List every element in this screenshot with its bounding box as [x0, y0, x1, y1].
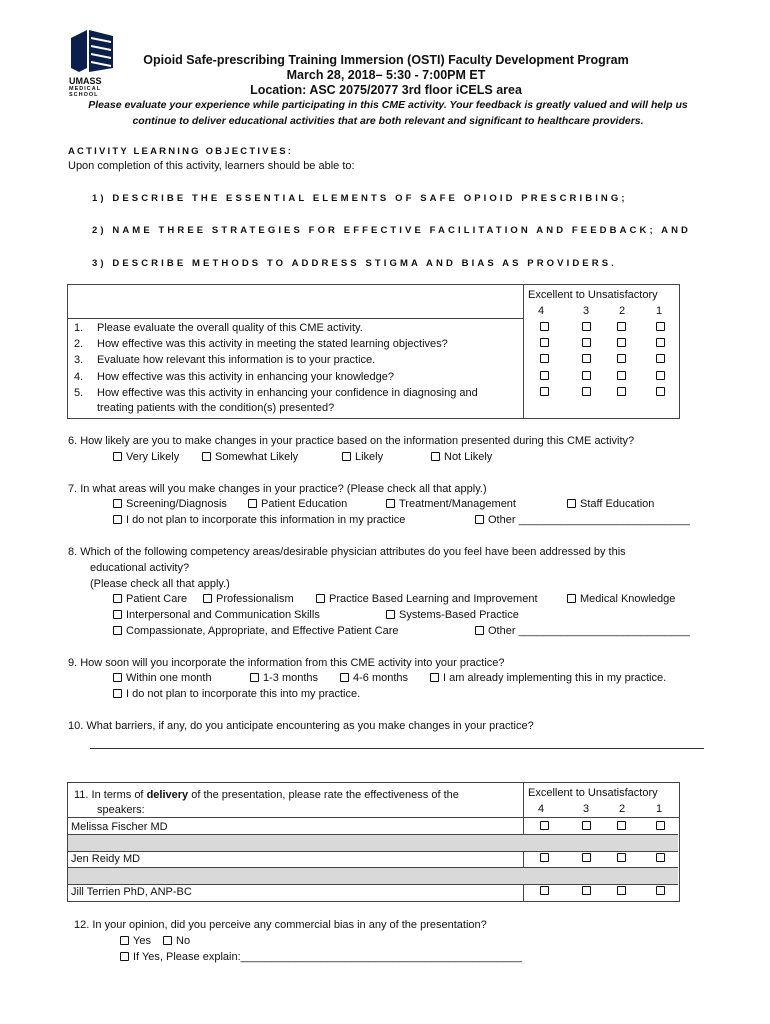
- objective-3: 3) DESCRIBE METHODS TO ADDRESS STIGMA AND BIAS AS PROVIDERS.: [92, 258, 617, 269]
- q9-opt-4-6-months[interactable]: [340, 670, 408, 686]
- q11-scale-4: 4: [538, 803, 545, 815]
- q1-num: 1.: [74, 322, 84, 334]
- objectives-lead: Upon completion of this activity, learners should be able to:: [68, 160, 355, 172]
- option-label: Treatment/Management: [399, 498, 516, 510]
- option-label: Screening/Diagnosis: [126, 498, 227, 510]
- rating-row1-col1-checkbox[interactable]: [656, 322, 665, 331]
- rating-row3-col3-checkbox[interactable]: [582, 354, 591, 363]
- q6-opt-very-likely[interactable]: [113, 449, 179, 465]
- rating-row2-col4-checkbox[interactable]: [540, 338, 549, 347]
- option-label: Professionalism: [216, 593, 294, 605]
- checkbox-icon: [203, 594, 212, 603]
- q5-num: 5.: [74, 387, 84, 399]
- q11-scale-2: 2: [619, 803, 626, 815]
- checkbox-icon: [163, 936, 172, 945]
- logo-text: UMASS: [69, 76, 102, 86]
- option-label: Not Likely: [444, 451, 493, 463]
- rating-row5-col1-checkbox[interactable]: [656, 387, 665, 396]
- rating-row3-col2-checkbox[interactable]: [617, 354, 626, 363]
- rating-row4-col1-checkbox[interactable]: [656, 371, 665, 380]
- speaker-row3-col1-checkbox[interactable]: [656, 886, 665, 895]
- option-label: Medical Knowledge: [580, 593, 676, 605]
- q9-opt-one-month[interactable]: [113, 670, 212, 686]
- q3-text: Evaluate how relevant this information is to your practice.: [97, 354, 376, 366]
- checkbox-icon: [113, 673, 122, 682]
- checkbox-icon: [475, 515, 484, 524]
- q11-scale-3: 3: [583, 803, 590, 815]
- q8-opt-compassionate[interactable]: [113, 623, 399, 639]
- checkbox-icon: [342, 452, 351, 461]
- option-label: Compassionate, Appropriate, and Effective Patient Care: [126, 625, 399, 637]
- speaker-2: Jen Reidy MD: [71, 853, 141, 865]
- option-label: No: [176, 935, 191, 947]
- q8-opt-interpersonal[interactable]: [113, 607, 320, 623]
- header-title: Opioid Safe-prescribing Training Immersion (OSTI) Faculty Development Program: [143, 53, 629, 67]
- intro-line2: continue to deliver educational activities that are both relevant and significant to healthcare providers.: [132, 115, 644, 127]
- q12-text: 12. In your opinion, did you perceive any commercial bias in any of the presentation?: [74, 919, 487, 931]
- rating-row3-col4-checkbox[interactable]: [540, 354, 549, 363]
- option-label: Systems-Based Practice: [399, 609, 519, 621]
- q12-opt-explain[interactable]: [120, 949, 522, 965]
- option-label: I do not plan to incorporate this information in my practice: [126, 514, 406, 526]
- option-label: Somewhat Likely: [215, 451, 299, 463]
- checkbox-icon: [113, 499, 122, 508]
- q12-opt-yes[interactable]: [120, 933, 151, 949]
- q7-text: 7. In what areas will you make changes in your practice? (Please check all that apply.): [68, 483, 487, 495]
- speaker-row3-col2-checkbox[interactable]: [617, 886, 626, 895]
- checkbox-icon: [431, 452, 440, 461]
- option-label: Other ____________________________: [488, 514, 690, 526]
- rating-row1-col2-checkbox[interactable]: [617, 322, 626, 331]
- checkbox-icon: [567, 594, 576, 603]
- scale-4: 4: [538, 305, 545, 317]
- checkbox-icon: [113, 689, 122, 698]
- checkbox-icon: [430, 673, 439, 682]
- checkbox-icon: [120, 952, 129, 961]
- option-label: Practice Based Learning and Improvement: [329, 593, 538, 605]
- checkbox-icon: [113, 626, 122, 635]
- q8-text-2: educational activity?: [90, 562, 190, 574]
- rating-scale-label: Excellent to Unsatisfactory: [528, 289, 658, 301]
- q7-opt-staff-education[interactable]: [567, 496, 654, 512]
- rating-row5-col3-checkbox[interactable]: [582, 387, 591, 396]
- checkbox-icon: [340, 673, 349, 682]
- umass-logo: [69, 28, 117, 98]
- checkbox-icon: [113, 594, 122, 603]
- speaker-1: Melissa Fischer MD: [71, 821, 168, 833]
- checkbox-icon: [113, 515, 122, 524]
- checkbox-icon: [386, 610, 395, 619]
- checkbox-icon: [567, 499, 576, 508]
- q4-text: How effective was this activity in enhancing your knowledge?: [97, 371, 394, 383]
- q11-scale-1: 1: [656, 803, 663, 815]
- rating-row1-col4-checkbox[interactable]: [540, 322, 549, 331]
- q11-text-2: speakers:: [97, 804, 145, 816]
- speaker-row2-col2-checkbox[interactable]: [617, 853, 626, 862]
- q7-opt-patient-education[interactable]: [248, 496, 347, 512]
- rating-row4-col3-checkbox[interactable]: [582, 371, 591, 380]
- q6-opt-not-likely[interactable]: [431, 449, 492, 465]
- rating-row2-col2-checkbox[interactable]: [617, 338, 626, 347]
- rating-row1-col3-checkbox[interactable]: [582, 322, 591, 331]
- q8-opt-practice-based[interactable]: [316, 591, 538, 607]
- option-label: Likely: [355, 451, 384, 463]
- q11-scale-label: Excellent to Unsatisfactory: [528, 787, 658, 799]
- q7-opt-screening[interactable]: [113, 496, 227, 512]
- q6-opt-somewhat-likely[interactable]: [202, 449, 298, 465]
- objective-1: 1) DESCRIBE THE ESSENTIAL ELEMENTS OF SAFE OPIOID PRESCRIBING;: [92, 193, 628, 204]
- q5-text-2: treating patients with the condition(s) presented?: [97, 402, 335, 414]
- q8-opt-professionalism[interactable]: [203, 591, 294, 607]
- q9-opt-no-plan[interactable]: [113, 686, 360, 702]
- q5-text: How effective was this activity in enhancing your confidence in diagnosing and: [97, 387, 478, 399]
- rating-row4-col4-checkbox[interactable]: [540, 371, 549, 380]
- scale-1: 1: [656, 305, 663, 317]
- option-label: 4-6 months: [353, 672, 409, 684]
- checkbox-icon: [120, 936, 129, 945]
- q2-text: How effective was this activity in meeting the stated learning objectives?: [97, 338, 448, 350]
- option-label: Other ____________________________: [488, 625, 690, 637]
- q7-opt-treatment[interactable]: [386, 496, 516, 512]
- header-date: March 28, 2018– 5:30 - 7:00PM ET: [286, 68, 486, 82]
- option-label: Patient Education: [261, 498, 348, 510]
- q11-post: of the presentation, please rate the effectiveness of the: [188, 789, 459, 801]
- q8-text-3: (Please check all that apply.): [90, 578, 230, 590]
- rating-row4-col2-checkbox[interactable]: [617, 371, 626, 380]
- speaker-row2-col1-checkbox[interactable]: [656, 853, 665, 862]
- speaker-3: Jill Terrien PhD, ANP-BC: [71, 886, 192, 898]
- rating-row5-col2-checkbox[interactable]: [617, 387, 626, 396]
- q11-bold: delivery: [146, 789, 189, 801]
- speaker-row3-col4-checkbox[interactable]: [540, 886, 549, 895]
- speaker-row1-col3-checkbox[interactable]: [582, 821, 591, 830]
- q11-pre: 11. In terms of: [74, 789, 147, 801]
- checkbox-icon: [475, 626, 484, 635]
- q9-text: 9. How soon will you incorporate the information from this CME activity into your practice?: [68, 657, 505, 669]
- option-label: Yes: [133, 935, 151, 947]
- q7-opt-no-plan[interactable]: [113, 512, 405, 528]
- umass-shield-icon: [69, 28, 117, 74]
- q1-text: Please evaluate the overall quality of this CME activity.: [97, 322, 363, 334]
- option-label: I am already implementing this in my practice.: [443, 672, 667, 684]
- scale-3: 3: [583, 305, 590, 317]
- option-label: Staff Education: [580, 498, 655, 510]
- speaker-row1-col2-checkbox[interactable]: [617, 821, 626, 830]
- checkbox-icon: [113, 452, 122, 461]
- speaker-row3-col3-checkbox[interactable]: [582, 886, 591, 895]
- option-label: Within one month: [126, 672, 212, 684]
- speaker-row2-col4-checkbox[interactable]: [540, 853, 549, 862]
- rating-row3-col1-checkbox[interactable]: [656, 354, 665, 363]
- q10-text: 10. What barriers, if any, do you anticipate encountering as you make changes in your practice?: [68, 720, 534, 732]
- q6-opt-likely[interactable]: [342, 449, 383, 465]
- checkbox-icon: [386, 499, 395, 508]
- checkbox-icon: [250, 673, 259, 682]
- logo-sub1: MEDICAL: [69, 86, 102, 92]
- q10-answer-line[interactable]: [90, 748, 704, 749]
- q6-text: 6. How likely are you to make changes in your practice based on the information presented during this CME activity?: [68, 435, 635, 447]
- logo-sub2: SCHOOL: [69, 92, 99, 98]
- q11-text: [74, 787, 459, 803]
- q8-opt-systems-based[interactable]: [386, 607, 519, 623]
- q3-num: 3.: [74, 354, 84, 366]
- speaker-row1-col4-checkbox[interactable]: [540, 821, 549, 830]
- q8-opt-medical-knowledge[interactable]: [567, 591, 675, 607]
- option-label: Very Likely: [126, 451, 180, 463]
- speaker-row2-col3-checkbox[interactable]: [582, 853, 591, 862]
- option-label: Interpersonal and Communication Skills: [126, 609, 320, 621]
- q8-text: 8. Which of the following competency areas/desirable physician attributes do you feel have been addressed by this: [68, 546, 626, 558]
- scale-2: 2: [619, 305, 626, 317]
- option-label: 1-3 months: [263, 672, 319, 684]
- q12-opt-no[interactable]: [163, 933, 190, 949]
- q9-opt-already[interactable]: [430, 670, 666, 686]
- rating-row2-col3-checkbox[interactable]: [582, 338, 591, 347]
- option-label: Patient Care: [126, 593, 188, 605]
- speaker-row1-col1-checkbox[interactable]: [656, 821, 665, 830]
- q7-opt-other[interactable]: [475, 512, 690, 528]
- intro-line1: Please evaluate your experience while participating in this CME activity. Your feedback is greatly valued and will help us: [88, 99, 688, 111]
- q8-opt-other[interactable]: [475, 623, 690, 639]
- rating-row5-col4-checkbox[interactable]: [540, 387, 549, 396]
- rating-row2-col1-checkbox[interactable]: [656, 338, 665, 347]
- header-location: Location: ASC 2075/2077 3rd floor iCELS area: [250, 83, 522, 97]
- objectives-heading: ACTIVITY LEARNING OBJECTIVES:: [68, 146, 294, 157]
- option-label: If Yes, Please explain:______________________________________________: [133, 951, 523, 963]
- q9-opt-1-3-months[interactable]: [250, 670, 318, 686]
- option-label: I do not plan to incorporate this into my practice.: [126, 688, 361, 700]
- objective-2: 2) NAME THREE STRATEGIES FOR EFFECTIVE FACILITATION AND FEEDBACK; AND: [92, 225, 692, 236]
- checkbox-icon: [316, 594, 325, 603]
- checkbox-icon: [113, 610, 122, 619]
- q8-opt-patient-care[interactable]: [113, 591, 187, 607]
- checkbox-icon: [202, 452, 211, 461]
- q2-num: 2.: [74, 338, 84, 350]
- checkbox-icon: [248, 499, 257, 508]
- q4-num: 4.: [74, 371, 84, 383]
